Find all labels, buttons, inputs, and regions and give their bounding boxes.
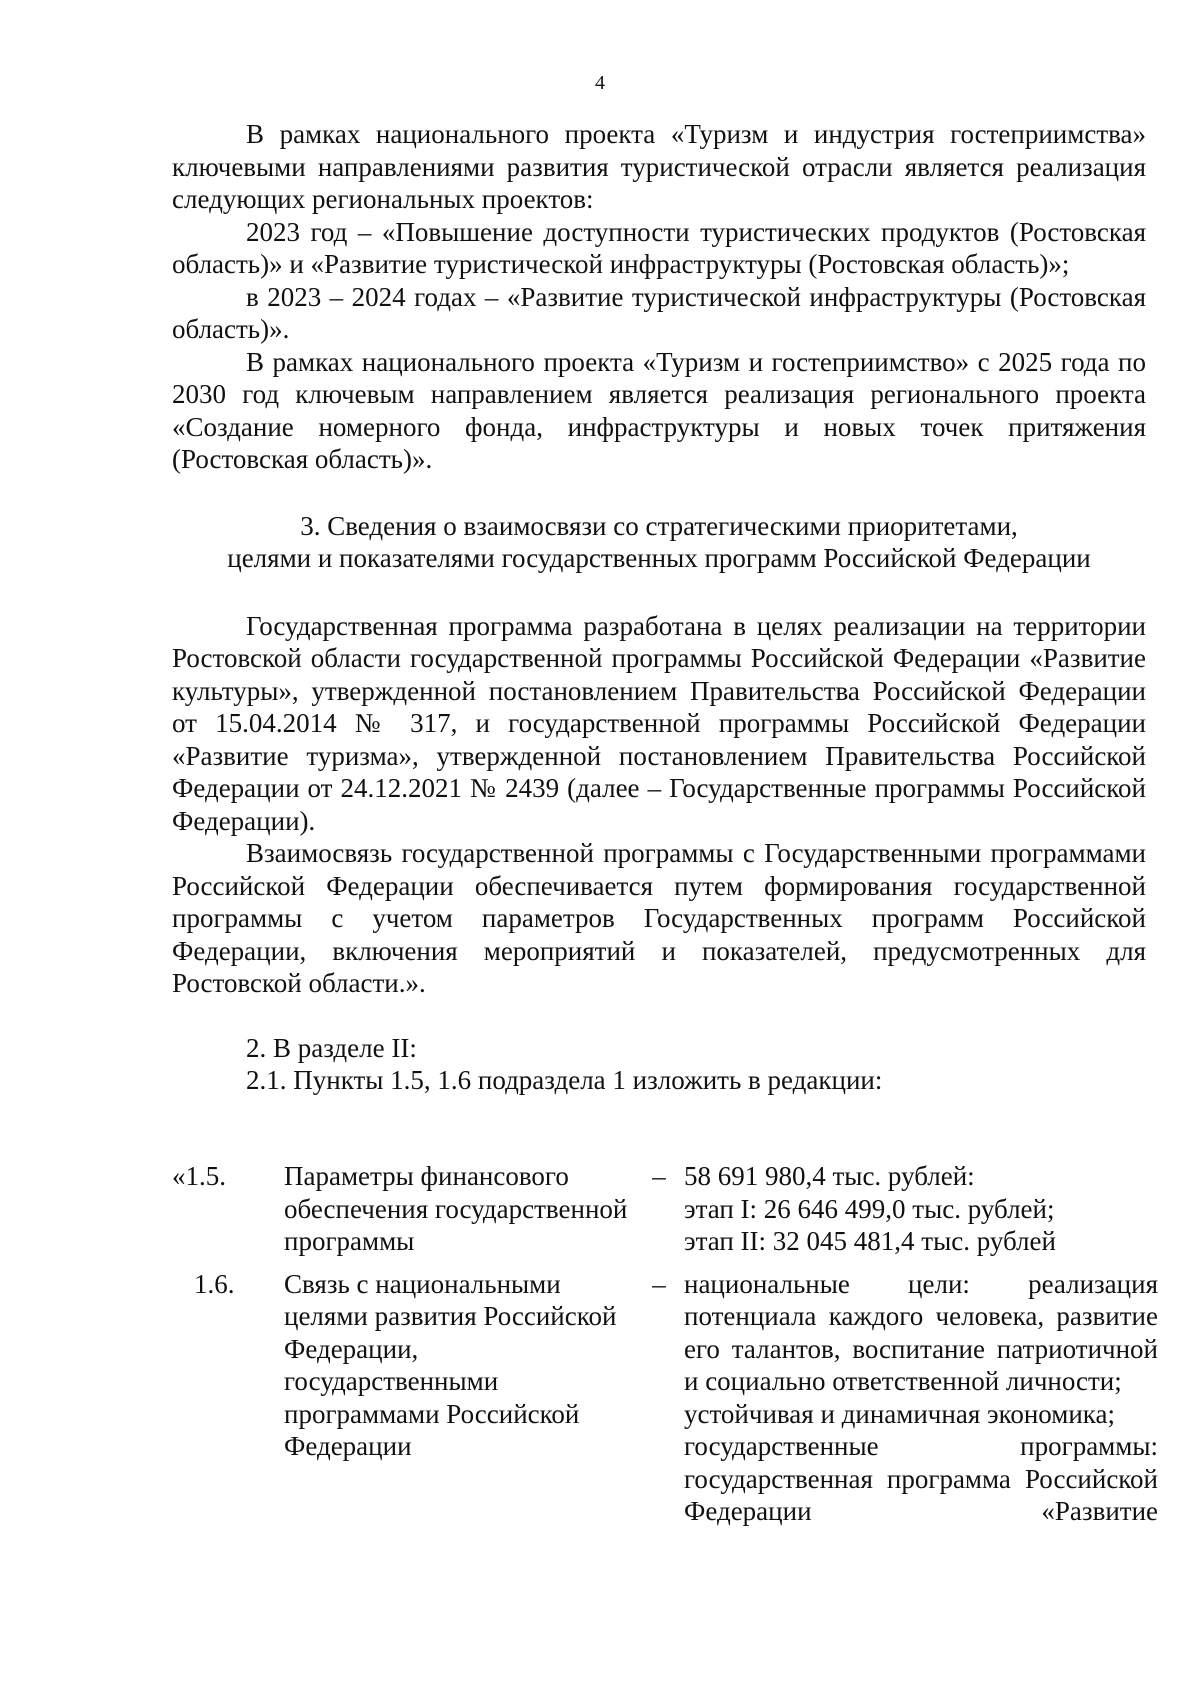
paragraph: Государственная программа разработана в целях реализации на территории Ростовской области государственной программы Российской Федерации «Развитие культуры», утвержденной постановлением Правительства Российской Федерации от 15.04.2014 № 317, и государственной программы Российской Федерации «Развитие туризма», утвержденной постановлением Правительства Российской Федерации от 24.12.2021 № 2439 (далее – Государственные программы Российской Федерации). bbox=[172, 610, 1146, 836]
document-body bbox=[172, 118, 1146, 1097]
section-heading bbox=[172, 510, 1146, 575]
value-line: национальные цели: реализация потенциала каждого человека, развитие его талантов, воспитание патриотичной и социально ответственной личности; bbox=[684, 1268, 1158, 1396]
table-row bbox=[172, 1268, 1158, 1528]
item-value bbox=[684, 1268, 1158, 1528]
page-number: 4 bbox=[595, 72, 605, 94]
item-value bbox=[684, 1160, 1158, 1258]
section-heading-line: целями и показателями государственных программ Российской Федерации bbox=[227, 543, 1091, 573]
parameters-table bbox=[172, 1160, 1158, 1528]
item-number: «1.5. bbox=[172, 1161, 226, 1191]
paragraph: В рамках национального проекта «Туризм и индустрия гостеприимства» ключевыми направлениями развития туристической отрасли является реализация следующих региональных проектов: bbox=[172, 119, 1146, 214]
item-name: Связь с национальными целями развития Российской Федерации, государственными программами Российской Федерации bbox=[284, 1268, 617, 1461]
paragraph: в 2023 – 2024 годах – «Развитие туристической инфраструктуры (Ростовская область)». bbox=[172, 281, 1146, 344]
item-name: Параметры финансового обеспечения государственной программы bbox=[284, 1161, 628, 1256]
item-number: 1.6. bbox=[194, 1268, 235, 1299]
amendment-item: 2.1. Пункты 1.5, 1.6 подраздела 1 изложить в редакции: bbox=[246, 1065, 883, 1095]
paragraph: В рамках национального проекта «Туризм и гостеприимство» с 2025 года по 2030 год ключевым направлением является реализация регионального проекта «Создание номерного фонда, инфраструктуры и новых точек притяжения (Ростовская область)». bbox=[172, 346, 1146, 474]
section-heading-line: 3. Сведения о взаимосвязи со стратегическими приоритетами, bbox=[300, 510, 1018, 541]
paragraph: 2023 год – «Повышение доступности туристических продуктов (Ростовская область)» и «Развитие туристической инфраструктуры (Ростовская область)»; bbox=[172, 216, 1146, 279]
value-line: устойчивая и динамичная экономика; bbox=[684, 1398, 1115, 1429]
amendment-list bbox=[172, 1032, 1146, 1097]
table-row bbox=[172, 1160, 1158, 1258]
amendment-item: 2. В разделе II: bbox=[246, 1032, 417, 1063]
paragraph: Взаимосвязь государственной программы с Государственными программами Российской Федерации обеспечивается путем формирования государственной программы с учетом параметров Государственных программ Российской Федерации, включения мероприятий и показателей, предусмотренных для Ростовской области.». bbox=[172, 838, 1146, 998]
item-dash: – bbox=[652, 1161, 666, 1191]
item-dash: – bbox=[652, 1268, 666, 1299]
value-line: этап I: 26 646 499,0 тыс. рублей; bbox=[684, 1193, 1055, 1224]
value-line: этап II: 32 045 481,4 тыс. рублей bbox=[684, 1226, 1056, 1256]
value-line: государственные программы: государственная программа Российской Федерации «Развитие bbox=[684, 1431, 1158, 1526]
value-line: 58 691 980,4 тыс. рублей: bbox=[684, 1161, 975, 1191]
